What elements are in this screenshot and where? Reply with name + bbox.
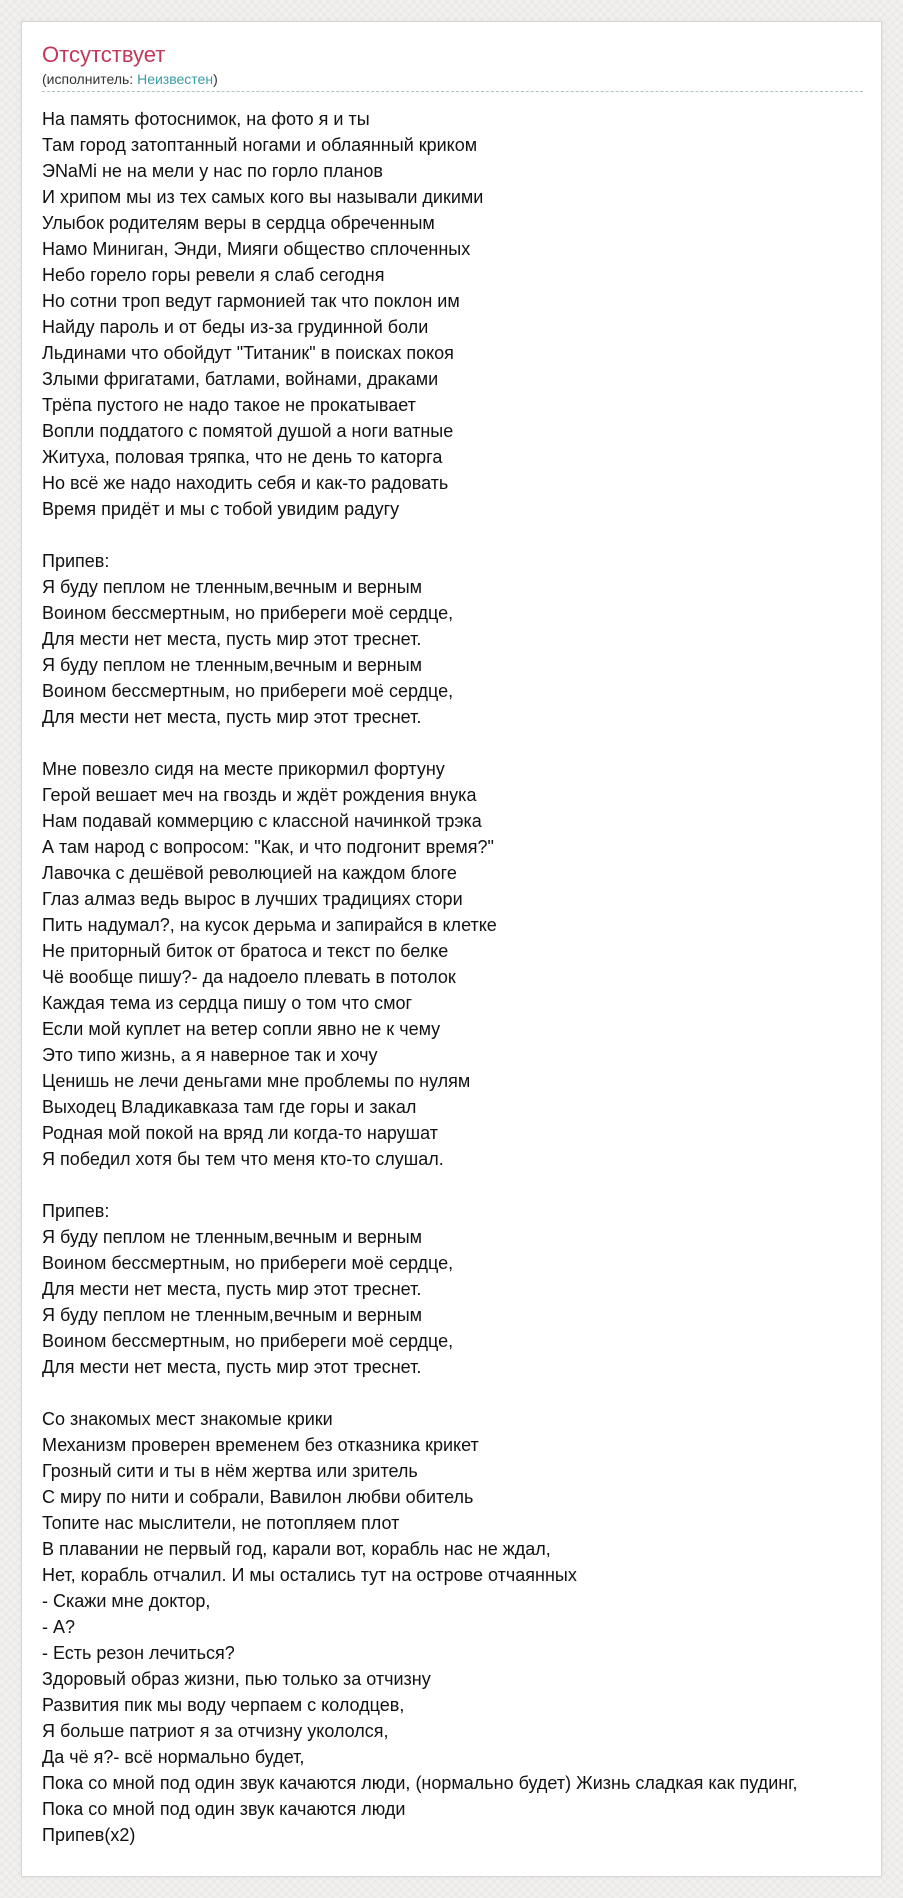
lyric-line: Грозный сити и ты в нём жертва или зритель	[42, 1461, 418, 1481]
lyric-line: В плавании не первый год, карали вот, корабль нас не ждал,	[42, 1539, 551, 1559]
lyric-line: Для мести нет места, пусть мир этот треснет.	[42, 1357, 422, 1377]
lyric-line: А там народ с вопросом: "Как, и что подгонит время?"	[42, 837, 494, 857]
lyric-line: Со знакомых мест знакомые крики	[42, 1409, 333, 1429]
lyric-line: Припев:	[42, 1201, 110, 1221]
lyric-line: Каждая тема из сердца пишу о том что смог	[42, 993, 413, 1013]
lyric-line: Лавочка с дешёвой революцией на каждом блоге	[42, 863, 457, 883]
stanza-break	[42, 730, 882, 756]
lyric-line: Я буду пеплом не тленным,вечным и верным	[42, 577, 423, 597]
lyric-line: Время придёт и мы с тобой увидим радугу	[42, 499, 400, 519]
lyric-line: На память фотоснимок, на фото я и ты	[42, 109, 370, 129]
lyric-line: Улыбок родителям веры в сердца обреченным	[42, 213, 435, 233]
lyric-line: Трёпа пустого не надо такое не прокатывает	[42, 395, 416, 415]
lyrics-card	[21, 21, 882, 1877]
lyric-line: Небо горело горы ревели я слаб сегодня	[42, 265, 385, 285]
lyric-line: Механизм проверен временем без отказника крикет	[42, 1435, 479, 1455]
lyric-line: Да чё я?- всё нормально будет,	[42, 1747, 305, 1767]
lyric-line: Чё вообще пишу?- да надоело плевать в потолок	[42, 967, 456, 987]
lyric-line: И хрипом мы из тех самых кого вы называли дикими	[42, 187, 484, 207]
lyric-line: Не приторный биток от братоса и текст по белке	[42, 941, 449, 961]
lyric-line: Я буду пеплом не тленным,вечным и верным	[42, 655, 423, 675]
lyric-line: Я больше патриот я за отчизну укололся,	[42, 1721, 389, 1741]
lyric-line: Злыми фригатами, батлами, войнами, драками	[42, 369, 439, 389]
lyric-line: Найду пароль и от беды из-за грудинной боли	[42, 317, 429, 337]
song-header	[42, 42, 863, 92]
lyric-line: Намо Миниган, Энди, Мияги общество сплоченных	[42, 239, 471, 259]
lyric-line: Воином бессмертным, но прибереги моё сердце,	[42, 1253, 454, 1273]
lyric-line: Пока со мной под один звук качаются люди, (нормально будет) Жизнь сладкая как пудинг,	[42, 1773, 798, 1793]
lyric-line: С миру по нити и собрали, Вавилон любви обитель	[42, 1487, 474, 1507]
lyric-line: Развития пик мы воду черпаем с колодцев,	[42, 1695, 405, 1715]
stanza-break	[42, 1380, 882, 1406]
lyric-line: - Скажи мне доктор,	[42, 1591, 211, 1611]
lyrics-text	[42, 106, 882, 1848]
stanza-break	[42, 522, 882, 548]
lyric-line: Воином бессмертным, но прибереги моё сердце,	[42, 1331, 454, 1351]
lyric-line: Но всё же надо находить себя и как-то радовать	[42, 473, 449, 493]
artist-link[interactable]: Неизвестен	[137, 71, 214, 87]
lyric-line: Пока со мной под один звук качаются люди	[42, 1799, 406, 1819]
lyric-line: ЭNaMi не на мели у нас по горло планов	[42, 161, 383, 181]
lyric-line: Я победил хотя бы тем что меня кто-то слушал.	[42, 1149, 444, 1169]
song-title: Отсутствует	[42, 42, 166, 67]
lyric-line: Топите нас мыслители, не потопляем плот	[42, 1513, 400, 1533]
lyric-line: Льдинами что обойдут "Титаник" в поисках покоя	[42, 343, 454, 363]
artist-suffix: )	[213, 71, 218, 87]
lyric-line: Нет, корабль отчалил. И мы остались тут на острове отчаянных	[42, 1565, 577, 1585]
lyric-line: Герой вешает меч на гвоздь и ждёт рождения внука	[42, 785, 477, 805]
lyric-line: Я буду пеплом не тленным,вечным и верным	[42, 1305, 423, 1325]
lyric-line: Здоровый образ жизни, пью только за отчизну	[42, 1669, 431, 1689]
lyric-line: Там город затоптанный ногами и облаянный криком	[42, 135, 478, 155]
lyric-line: Это типо жизнь, а я наверное так и хочу	[42, 1045, 378, 1065]
lyric-line: - Есть резон лечиться?	[42, 1643, 235, 1663]
stanza-break	[42, 1172, 882, 1198]
lyric-line: Житуха, половая тряпка, что не день то каторга	[42, 447, 443, 467]
lyric-line: Если мой куплет на ветер сопли явно не к чему	[42, 1019, 441, 1039]
lyric-line: Родная мой покой на вряд ли когда-то нарушат	[42, 1123, 438, 1143]
artist-line	[42, 70, 863, 92]
lyric-line: Для мести нет места, пусть мир этот треснет.	[42, 629, 422, 649]
lyric-line: Пить надумал?, на кусок дерьма и запирайся в клетке	[42, 915, 497, 935]
lyric-line: Для мести нет места, пусть мир этот треснет.	[42, 1279, 422, 1299]
lyric-line: Нам подавай коммерцию с классной начинкой трэка	[42, 811, 482, 831]
lyric-line: Мне повезло сидя на месте прикормил фортуну	[42, 759, 445, 779]
lyric-line: Для мести нет места, пусть мир этот треснет.	[42, 707, 422, 727]
artist-prefix: (исполнитель:	[42, 71, 138, 87]
lyric-line: - А?	[42, 1617, 76, 1637]
lyric-line: Припев:	[42, 551, 110, 571]
lyric-line: Воином бессмертным, но прибереги моё сердце,	[42, 681, 454, 701]
lyric-line: Я буду пеплом не тленным,вечным и верным	[42, 1227, 423, 1247]
lyric-line: Припев(x2)	[42, 1825, 136, 1845]
lyric-line: Глаз алмаз ведь вырос в лучших традициях стори	[42, 889, 463, 909]
lyric-line: Воином бессмертным, но прибереги моё сердце,	[42, 603, 454, 623]
lyric-line: Вопли поддатого с помятой душой а ноги ватные	[42, 421, 454, 441]
lyric-line: Ценишь не лечи деньгами мне проблемы по нулям	[42, 1071, 471, 1091]
lyric-line: Выходец Владикавказа там где горы и закал	[42, 1097, 417, 1117]
lyric-line: Но сотни троп ведут гармонией так что поклон им	[42, 291, 460, 311]
